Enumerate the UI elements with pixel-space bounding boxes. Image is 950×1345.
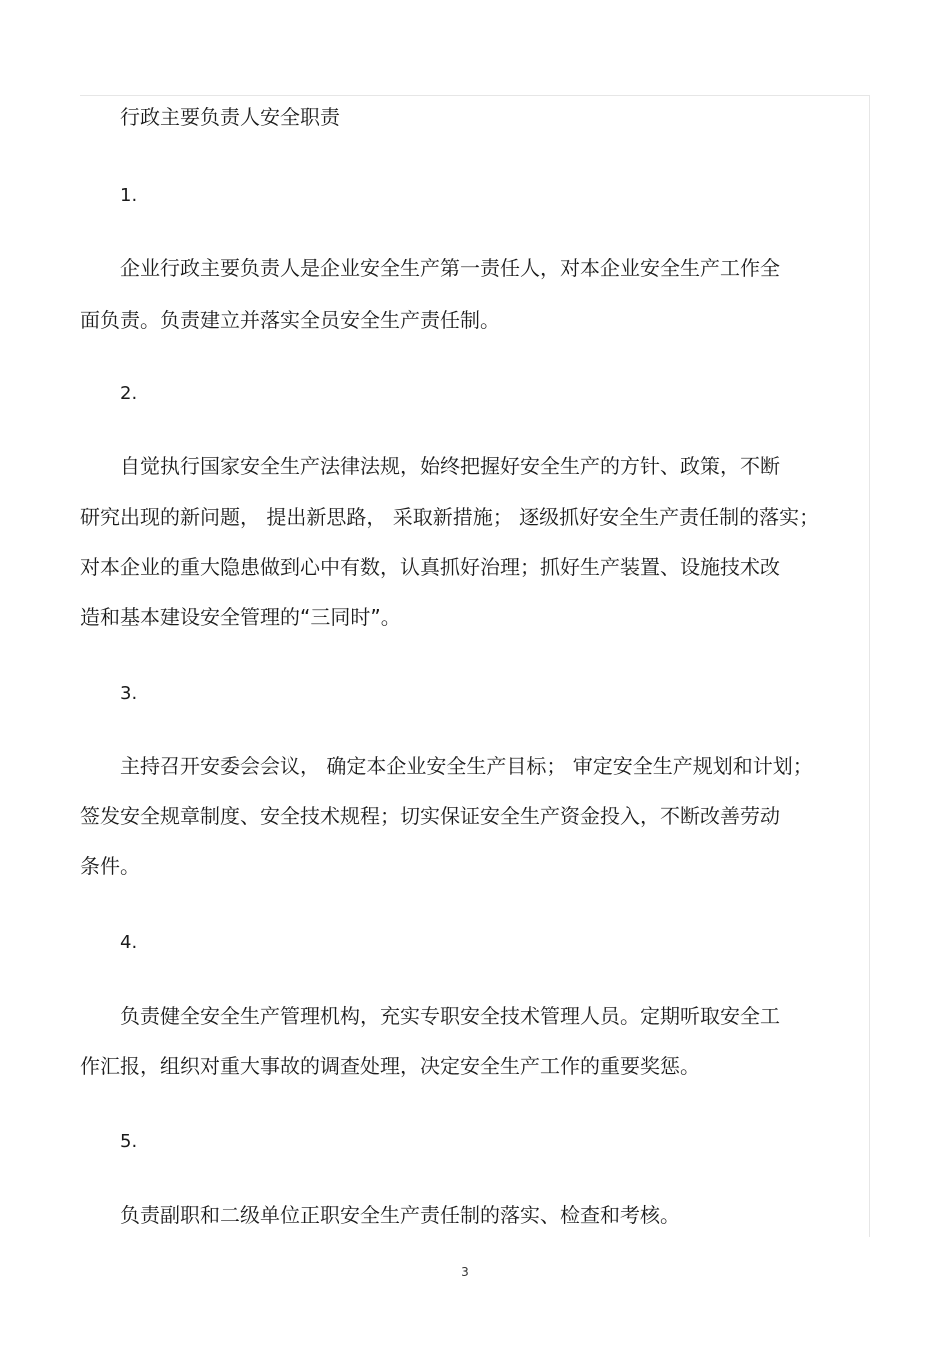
section-2-line-4: 造和基本建设安全管理的“三同时”。 bbox=[80, 605, 401, 629]
section-3-number: 3. bbox=[120, 683, 138, 704]
section-2-line-1: 自觉执行国家安全生产法律法规，始终把握好安全生产的方针、政策，不断 bbox=[120, 454, 780, 478]
section-2-line-2: 研究出现的新问题， 提出新思路， 采取新措施； 逐级抓好安全生产责任制的落实； bbox=[80, 505, 820, 529]
section-2-number: 2. bbox=[120, 383, 138, 404]
section-3-line-3: 条件。 bbox=[80, 854, 140, 878]
section-4-number: 4. bbox=[120, 932, 138, 953]
section-2-line-3: 对本企业的重大隐患做到心中有数，认真抓好治理；抓好生产装置、设施技术改 bbox=[80, 555, 780, 579]
section-1-line-1: 企业行政主要负责人是企业安全生产第一责任人，对本企业安全生产工作全 bbox=[120, 256, 780, 280]
document-title: 行政主要负责人安全职责 bbox=[120, 105, 340, 129]
section-1-number: 1. bbox=[120, 185, 138, 206]
section-5-number: 5. bbox=[120, 1131, 138, 1152]
section-1-line-2: 面负责。负责建立并落实全员安全生产责任制。 bbox=[80, 308, 500, 332]
section-4-line-2: 作汇报，组织对重大事故的调查处理，决定安全生产工作的重要奖惩。 bbox=[80, 1054, 700, 1078]
page-frame-top bbox=[80, 95, 870, 96]
page-frame-right bbox=[869, 95, 870, 1237]
section-3-line-2: 签发安全规章制度、安全技术规程；切实保证安全生产资金投入，不断改善劳动 bbox=[80, 804, 780, 828]
section-3-line-1: 主持召开安委会会议， 确定本企业安全生产目标； 审定安全生产规划和计划； bbox=[120, 754, 813, 778]
section-4-line-1: 负责健全安全生产管理机构，充实专职安全技术管理人员。定期听取安全工 bbox=[120, 1004, 780, 1028]
section-5-line-1: 负责副职和二级单位正职安全生产责任制的落实、检查和考核。 bbox=[120, 1203, 680, 1227]
page-number: 3 bbox=[461, 1265, 469, 1279]
